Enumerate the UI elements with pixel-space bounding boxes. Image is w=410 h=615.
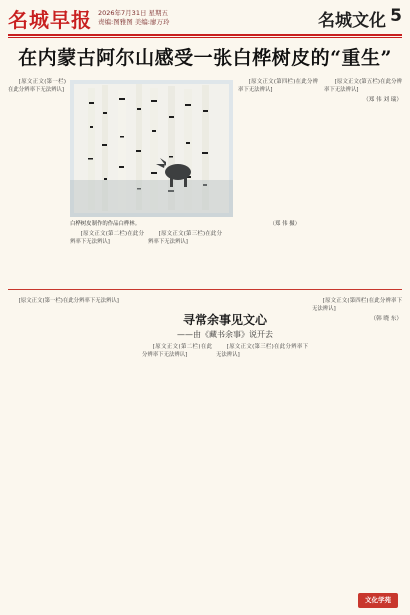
article-photo [70, 80, 233, 217]
article1-column-4 [238, 78, 318, 286]
paragraph: [原文正文(第四栏)在此分辨率下无法辨认] [238, 79, 318, 94]
article1-column-1 [8, 78, 66, 284]
article2-byline: （韩 晓 东） [370, 316, 402, 323]
photo-caption [70, 219, 300, 227]
paragraph: [原文正文(第三栏)在此分辨率下无法辨认] [216, 344, 308, 359]
section-stamp-logo: 文化学苑 [358, 593, 398, 608]
photo-credit: （郑 伟 摄） [269, 221, 300, 227]
paragraph: [原文正文(第一栏)在此分辨率下无法辨认] [18, 298, 119, 304]
masthead [8, 4, 402, 36]
article1-column-3 [148, 230, 222, 286]
masthead-rule-thin [8, 37, 402, 38]
article2-title: 寻常余事见文心 [182, 313, 267, 327]
article-divider [8, 289, 402, 290]
issue-editor: 责编:图雅图 美编:廖万玲 [98, 18, 170, 26]
article-headline: 在内蒙古阿尔山感受一张白桦树皮的“重生” [18, 46, 392, 69]
newspaper-brand: 名城早报 [8, 8, 92, 32]
article2-column-3 [216, 343, 308, 605]
issue-info [98, 9, 169, 27]
issue-date: 2026年7月31日 星期五 [98, 9, 169, 17]
paragraph: [原文正文(第二栏)在此分辨率下无法辨认] [142, 344, 212, 359]
article2-subtitle: ——由《藏书余事》说开去 [177, 330, 273, 339]
paragraph: [原文正文(第三栏)在此分辨率下无法辨认] [148, 231, 222, 246]
article2-column-4 [312, 297, 402, 591]
article1-column-5 [324, 78, 402, 286]
article1-byline: （郑 伟 刘 瑞） [363, 97, 402, 104]
photo-caption-text: 白桦树皮制作的作品白桦林。 [70, 221, 141, 227]
paragraph: [原文正文(第四栏)在此分辨率下无法辨认] [312, 298, 402, 313]
birch-bark-artwork-image [70, 80, 233, 217]
article2-column-1 [8, 297, 138, 605]
paragraph: [原文正文(第二栏)在此分辨率下无法辨认] [70, 231, 144, 246]
article2-column-2 [142, 343, 212, 605]
section-title: 名城文化 [318, 11, 386, 31]
page-number: 5 [390, 6, 402, 26]
paragraph: [原文正文(第一栏)在此分辨率下无法辨认] [8, 79, 66, 94]
paragraph: [原文正文(第五栏)在此分辨率下无法辨认] [324, 79, 402, 94]
masthead-rule [8, 34, 402, 36]
article1-column-2 [70, 230, 144, 286]
